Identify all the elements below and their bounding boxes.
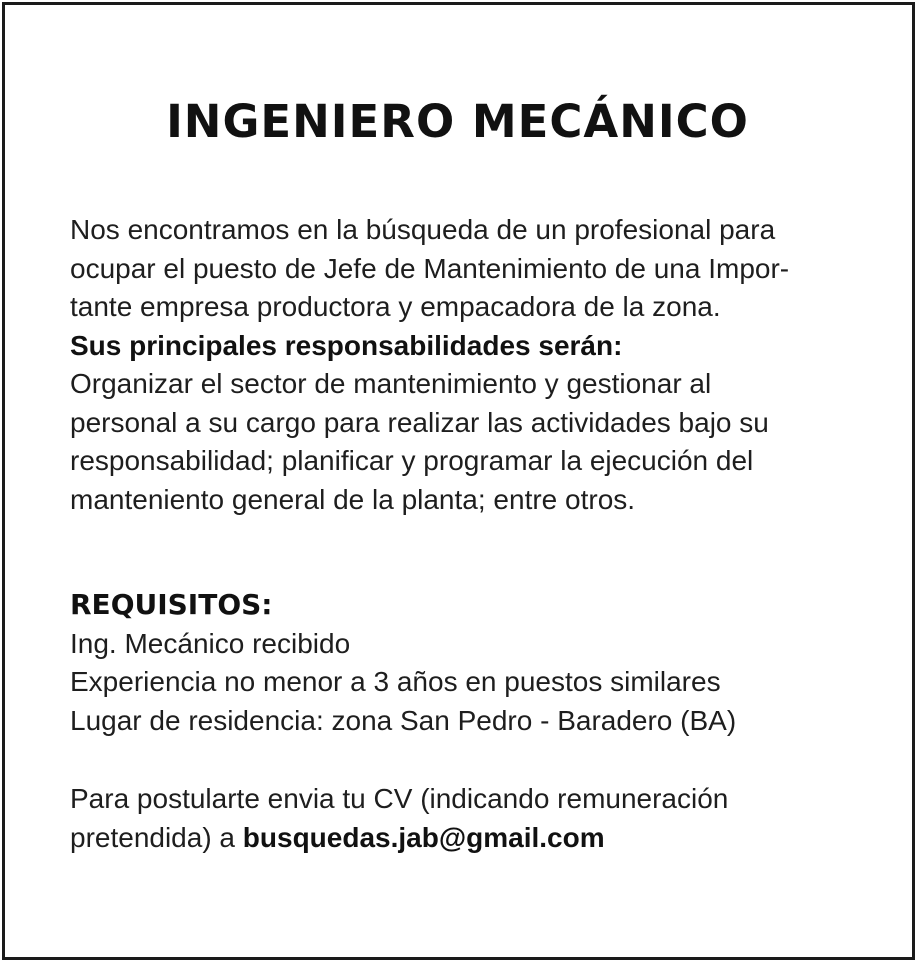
- requirement-item: Experiencia no menor a 3 años en puestos similares: [70, 666, 721, 697]
- apply-prefix: pretendida) a: [70, 821, 243, 853]
- intro-line: tante empresa productora y empacadora de la zona.: [70, 291, 721, 322]
- intro-line: Nos encontramos en la búsqueda de un profesional para: [70, 214, 776, 245]
- apply-section: [70, 780, 870, 857]
- responsibilities-line: responsabilidad; planificar y programar la ejecución del: [70, 445, 754, 476]
- requirement-item: Ing. Mecánico recibido: [70, 627, 351, 659]
- responsibilities-line: personal a su cargo para realizar las actividades bajo su: [70, 406, 769, 438]
- contact-email: busquedas.jab@gmail.com: [242, 821, 605, 853]
- responsibilities-heading: Sus principales responsabilidades serán:: [70, 329, 623, 361]
- requirements-section: [70, 586, 870, 740]
- responsibilities-line: manteniento general de la planta; entre otros.: [70, 483, 636, 515]
- page-title: INGENIERO MECÁNICO: [166, 95, 749, 148]
- apply-line: [70, 819, 870, 858]
- requirement-item: Lugar de residencia: zona San Pedro - Baradero (BA): [70, 704, 737, 736]
- intro-paragraph: [70, 211, 870, 519]
- apply-line: Para postularte envia tu CV (indicando remuneración: [70, 783, 729, 814]
- responsibilities-line: Organizar el sector de mantenimiento y gestionar al: [70, 368, 712, 399]
- intro-line: ocupar el puesto de Jefe de Mantenimiento de una Impor-: [70, 252, 790, 284]
- requirements-heading: REQUISITOS:: [70, 588, 273, 621]
